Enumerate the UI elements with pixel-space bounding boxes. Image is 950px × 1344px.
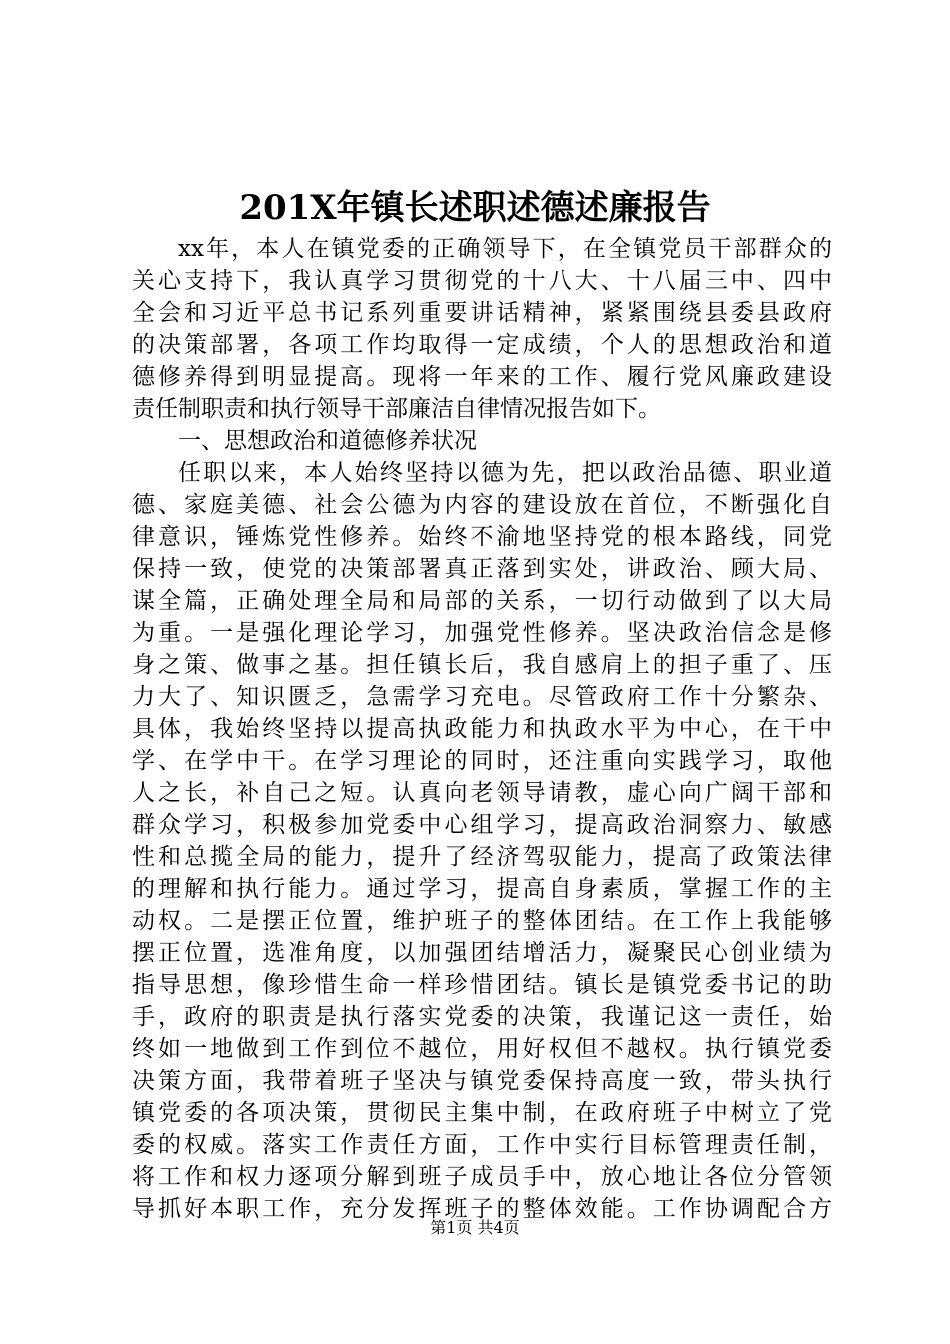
body-line: 德、家庭美德、社会公德为内容的建设放在首位，不断强化自 bbox=[132, 492, 832, 518]
body-line: 将工作和权力逐项分解到班子成员手中，放心地让各位分管领 bbox=[132, 1164, 832, 1190]
body-line: 身之策、做事之基。担任镇长后，我自感肩上的担子重了、压 bbox=[132, 652, 832, 678]
body-line: 具体，我始终坚持以提高执政能力和执政水平为中心，在干中 bbox=[132, 716, 832, 742]
body-line: 摆正位置，选准角度，以加强团结增活力，凝聚民心创业绩为 bbox=[132, 940, 832, 966]
body-line: 谋全篇，正确处理全局和局部的关系，一切行动做到了以大局 bbox=[132, 588, 832, 614]
body-line: 群众学习，积极参加党委中心组学习，提高政治洞察力、敏感 bbox=[132, 812, 832, 838]
section-heading: 一、思想政治和道德修养状况 bbox=[178, 428, 477, 454]
body-line: 律意识，锤炼党性修养。始终不渝地坚持党的根本路线，同党 bbox=[132, 524, 832, 550]
body-line: 任职以来，本人始终坚持以德为先，把以政治品德、职业道 bbox=[178, 460, 832, 486]
body-line: 终如一地做到工作到位不越位，用好权但不越权。执行镇党委 bbox=[132, 1036, 832, 1062]
body-line: xx年，本人在镇党委的正确领导下，在全镇党员干部群众的 bbox=[178, 236, 832, 262]
body-line: 动权。二是摆正位置，维护班子的整体团结。在工作上我能够 bbox=[132, 908, 832, 934]
body-line: 导抓好本职工作，充分发挥班子的整体效能。工作协调配合方 bbox=[132, 1196, 832, 1222]
body-line: 为重。一是强化理论学习，加强党性修养。坚决政治信念是修 bbox=[132, 620, 832, 646]
body-line: 学、在学中干。在学习理论的同时，还注重向实践学习，取他 bbox=[132, 748, 832, 774]
body-line: 性和总揽全局的能力，提升了经济驾驭能力，提高了政策法律 bbox=[132, 844, 832, 870]
page-number-footer: 第1页 共4页 bbox=[430, 1218, 520, 1237]
body-line: 委的权威。落实工作责任方面，工作中实行目标管理责任制， bbox=[132, 1132, 832, 1158]
body-line: 保持一致，使党的决策部署真正落到实处，讲政治、顾大局、 bbox=[132, 556, 832, 582]
body-line: 人之长，补自己之短。认真向老领导请教，虚心向广阔干部和 bbox=[132, 780, 832, 806]
body-line: 德修养得到明显提高。现将一年来的工作、履行党风廉政建设 bbox=[132, 364, 832, 390]
body-line: 全会和习近平总书记系列重要讲话精神，紧紧围绕县委县政府 bbox=[132, 300, 832, 326]
document-title: 201X年镇长述职述德述廉报告 bbox=[239, 188, 711, 228]
body-line: 力大了、知识匮乏，急需学习充电。尽管政府工作十分繁杂、 bbox=[132, 684, 832, 710]
body-line: 指导思想，像珍惜生命一样珍惜团结。镇长是镇党委书记的助 bbox=[132, 972, 832, 998]
body-line: 手，政府的职责是执行落实党委的决策，我谨记这一责任，始 bbox=[132, 1004, 832, 1030]
body-line: 镇党委的各项决策，贯彻民主集中制，在政府班子中树立了党 bbox=[132, 1100, 832, 1126]
body-line: 的理解和执行能力。通过学习，提高自身素质，掌握工作的主 bbox=[132, 876, 832, 902]
body-line: 责任制职责和执行领导干部廉洁自律情况报告如下。 bbox=[132, 396, 661, 422]
document-body bbox=[132, 233, 832, 1225]
body-line: 的决策部署，各项工作均取得一定成绩，个人的思想政治和道 bbox=[132, 332, 832, 358]
body-line: 决策方面，我带着班子坚决与镇党委保持高度一致，带头执行 bbox=[132, 1068, 832, 1094]
body-line: 关心支持下，我认真学习贯彻党的十八大、十八届三中、四中 bbox=[132, 268, 832, 294]
